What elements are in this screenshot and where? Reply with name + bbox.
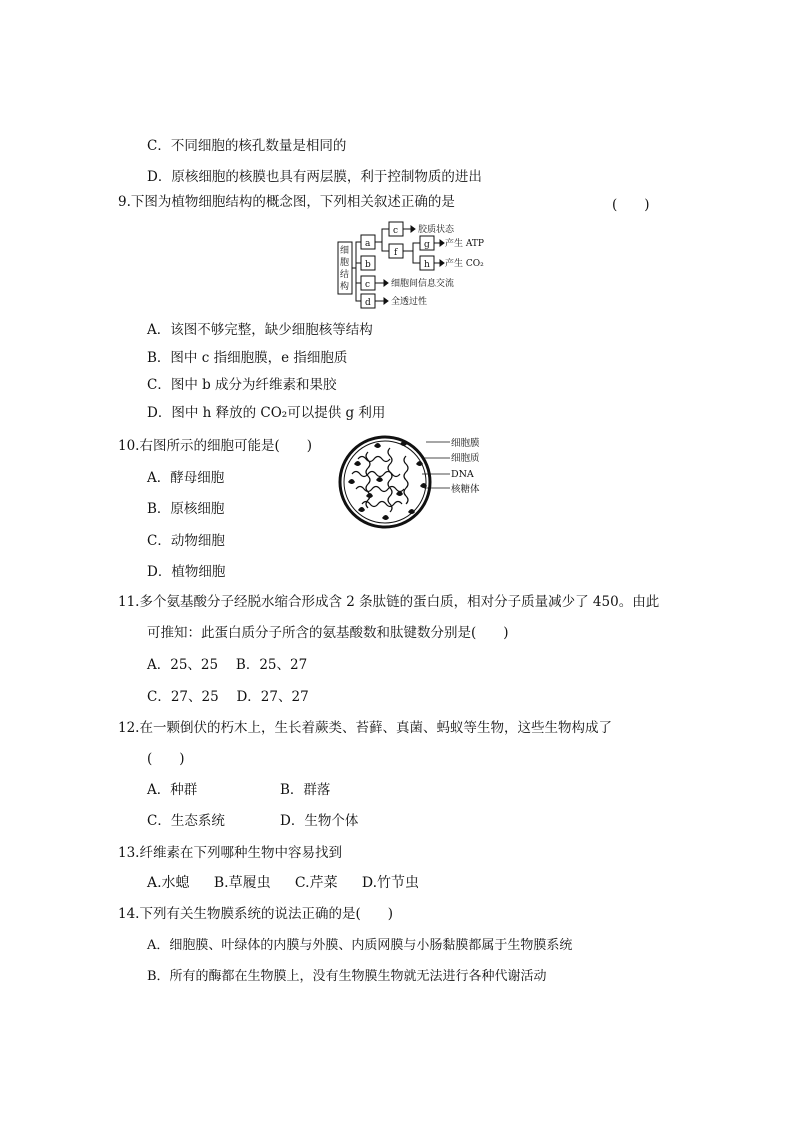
q9-option-b: B．图中 c 指细胞膜，e 指细胞质 — [147, 350, 348, 366]
q13-option-c: C.芹菜 — [294, 875, 338, 891]
q11-options-row1: A．25、25 B．25、27 — [147, 657, 308, 673]
q13-options — [147, 874, 439, 892]
diagram-d: d — [365, 298, 371, 308]
q12-stem: 12.在一颗倒伏的朽木上，生长着蕨类、苔藓、真菌、蚂蚁等生物，这些生物构成了 — [118, 720, 612, 736]
q9-stem: 9.下图为植物细胞结构的概念图，下列相关叙述正确的是 — [118, 194, 455, 210]
diagram-label-atp: 产生 ATP — [445, 239, 484, 249]
cell-label-cytoplasm: 细胞质 — [451, 453, 480, 464]
q13-option-d: D.竹节虫 — [361, 875, 420, 891]
cell-label-dna: DNA — [451, 469, 474, 480]
diagram-c: c — [365, 280, 371, 290]
q12-option-c: C．生态系统 — [147, 813, 225, 829]
diagram-root-label-4: 构 — [340, 282, 350, 292]
q10-cell-figure — [338, 434, 488, 530]
q13-stem: 13.纤维素在下列哪种生物中容易找到 — [118, 845, 342, 861]
diagram-label-colloid: 胶质状态 — [418, 225, 455, 235]
diagram-label-permeable: 全透过性 — [391, 297, 428, 307]
q14-option-a: A．细胞膜、叶绿体的内膜与外膜、内质网膜与小肠黏膜都属于生物膜系统 — [147, 938, 573, 953]
q9-concept-diagram — [336, 218, 506, 310]
q12-option-a: A．种群 — [147, 782, 198, 798]
q12-answer-paren: ( ) — [147, 751, 185, 767]
diagram-root-label-2: 胞 — [340, 258, 350, 268]
diagram-root-label-1: 细 — [340, 246, 350, 256]
diagram-g: g — [424, 240, 430, 250]
q13-option-a: A.水螅 — [147, 875, 190, 891]
diagram-b: b — [365, 260, 371, 270]
q8-option-c: C．不同细胞的核孔数量是相同的 — [147, 138, 347, 154]
q9-option-c: C．图中 b 成分为纤维素和果胶 — [147, 377, 337, 393]
q8-option-d: D．原核细胞的核膜也具有两层膜，利于控制物质的进出 — [147, 169, 482, 185]
q13-option-b: B.草履虫 — [213, 875, 271, 891]
diagram-root-label-3: 结 — [340, 270, 350, 280]
q11-stem-line1: 11.多个氨基酸分子经脱水缩合形成含 2 条肽链的蛋白质，相对分子质量减少了 450。由此 — [118, 594, 660, 610]
diagram-label-signal: 细胞间信息交流 — [391, 279, 455, 289]
q11-stem-line2: 可推知：此蛋白质分子所含的氨基酸数和肽键数分别是( ) — [147, 625, 509, 641]
cell-label-ribosome: 核糖体 — [451, 484, 480, 495]
q9-answer-paren: ( ) — [612, 197, 650, 213]
q12-option-d: D．生物个体 — [280, 813, 359, 829]
diagram-f: f — [394, 248, 398, 258]
q12-option-b: B．群落 — [280, 782, 331, 798]
q9-option-d: D．图中 h 释放的 CO₂可以提供 g 利用 — [147, 405, 386, 421]
q14-option-b: B．所有的酶都在生物膜上，没有生物膜生物就无法进行各种代谢活动 — [147, 969, 547, 984]
q10-option-a: A．酵母细胞 — [147, 470, 225, 486]
cell-label-membrane: 细胞膜 — [451, 438, 480, 449]
q14-stem: 14.下列有关生物膜系统的说法正确的是( ) — [118, 906, 394, 922]
diagram-c-top: c — [393, 226, 399, 236]
diagram-h: h — [424, 260, 430, 270]
diagram-label-co2: 产生 CO₂ — [445, 259, 484, 269]
q10-stem: 10.右图所示的细胞可能是( ) — [118, 438, 313, 454]
q10-option-b: B．原核细胞 — [147, 501, 225, 517]
q10-option-d: D．植物细胞 — [147, 564, 226, 580]
q11-options-row2: C．27、25 D．27、27 — [147, 689, 309, 705]
q9-option-a: A．该图不够完整，缺少细胞核等结构 — [147, 322, 373, 338]
diagram-a: a — [365, 239, 371, 249]
q10-option-c: C．动物细胞 — [147, 533, 225, 549]
